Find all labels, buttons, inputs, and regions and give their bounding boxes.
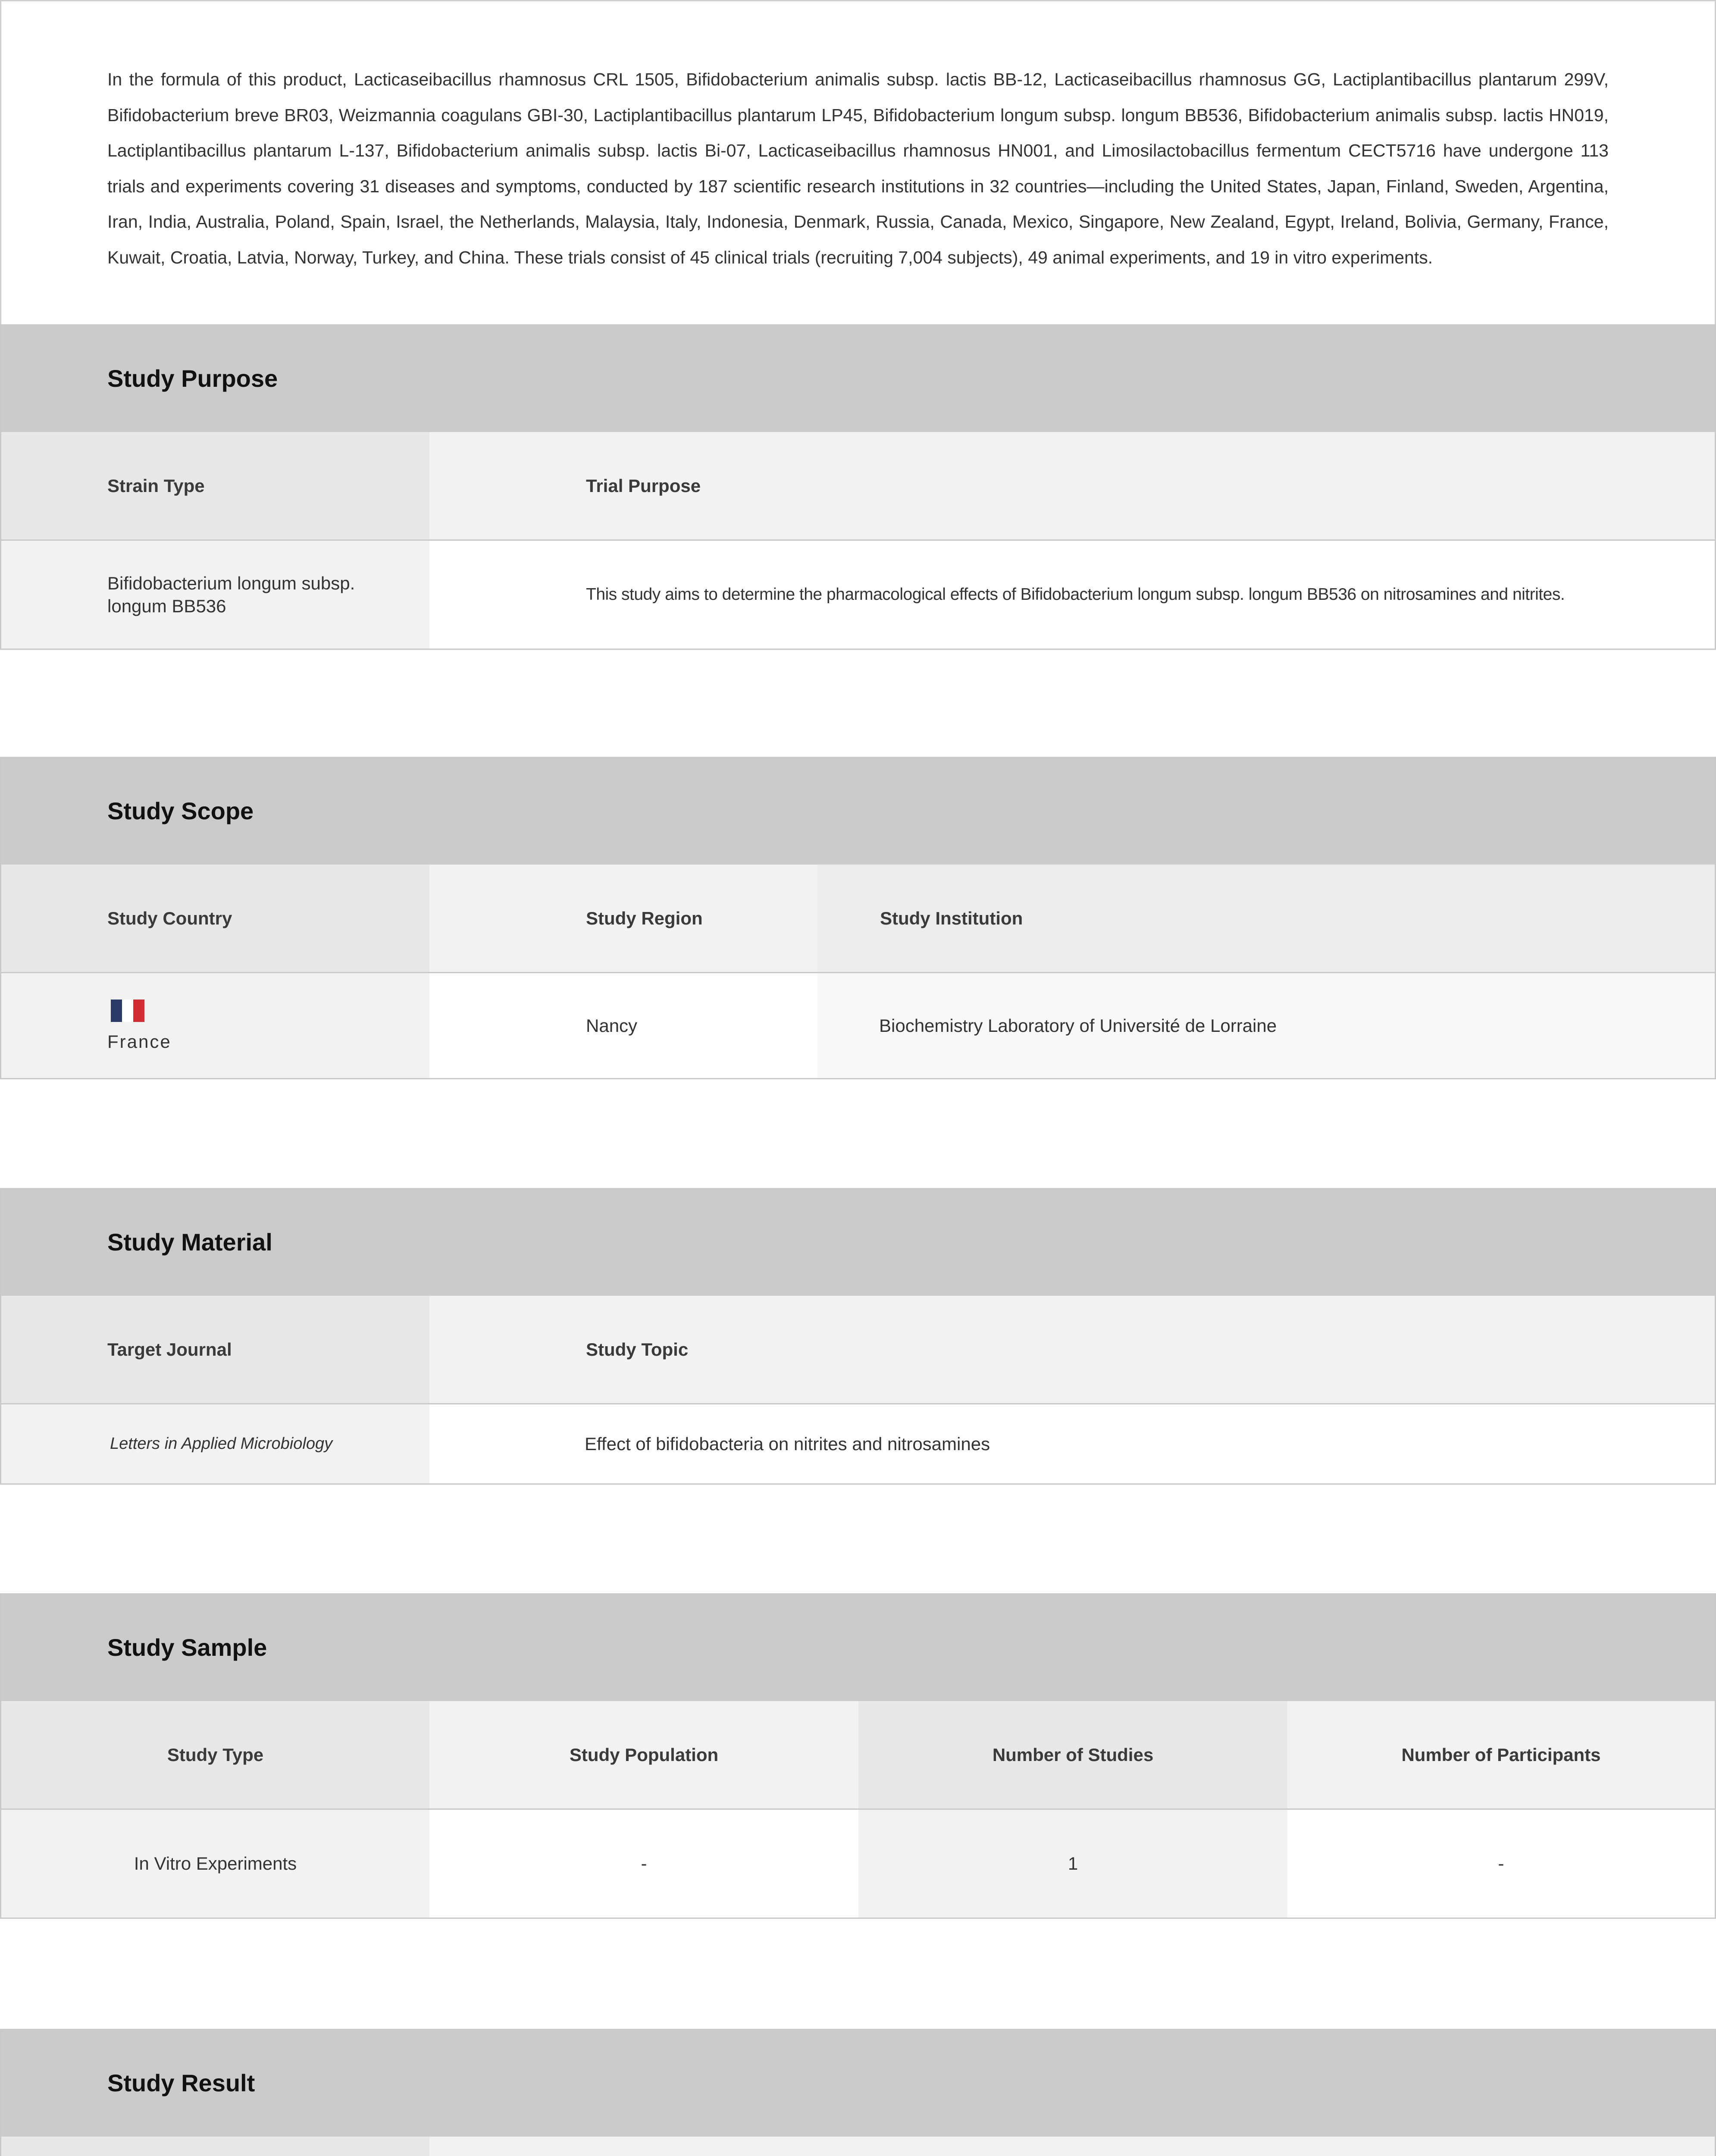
region-cell: Nancy (429, 973, 817, 1078)
strain-type-cell: Bifidobacterium longum subsp. longum BB536 (1, 541, 429, 649)
header-study-country: Study Country (1, 865, 429, 972)
table-row (1, 1404, 1715, 1483)
table-header-row (1, 2137, 1715, 2156)
number-of-studies-cell: 1 (858, 1810, 1287, 1918)
section-title: Study Purpose (107, 364, 278, 392)
france-flag-icon (111, 1000, 144, 1022)
section-title: Study Material (107, 1228, 272, 1256)
journal-cell: Letters in Applied Microbiology (1, 1404, 429, 1483)
table-row (1, 973, 1715, 1078)
header-trial-result (429, 2137, 1715, 2156)
study-type-cell: In Vitro Experiments (1, 1810, 429, 1918)
header-study-institution: Study Institution (817, 865, 1715, 972)
header-trial-purpose: Trial Purpose (429, 432, 1715, 539)
section-title: Study Result (107, 2069, 255, 2096)
table-header-row (1, 865, 1715, 973)
study-result-section (0, 2029, 1716, 2156)
header-number-of-participants: Number of Participants (1287, 1701, 1715, 1808)
section-title: Study Scope (107, 797, 254, 824)
table-row (1, 541, 1715, 649)
number-of-participants-cell: - (1287, 1810, 1715, 1918)
header-number-of-studies: Number of Studies (858, 1701, 1287, 1808)
country-cell (1, 973, 429, 1078)
header-study-topic: Study Topic (429, 1296, 1715, 1403)
section-title: Study Sample (107, 1633, 267, 1661)
header-target-journal: Target Journal (1, 1296, 429, 1403)
table-header-row (1, 1296, 1715, 1404)
study-scope-section (0, 757, 1716, 1079)
header-study-type: Study Type (1, 1701, 429, 1808)
table-header-row (1, 432, 1715, 541)
intro-box (0, 0, 1716, 326)
section-header (1, 757, 1715, 865)
country-name: France (107, 1031, 172, 1052)
section-header (1, 324, 1715, 432)
intro-text: In the formula of this product, Lacticaseibacillus rhamnosus CRL 1505, Bifidobacterium animalis subsp. lactis BB-12, Lacticaseibacillus rhamnosus GG, Lactiplantibacillus plantarum 299V, Bifidobacterium breve BR03, Weizmannia coagulans GBI-30, Lactiplantibacillus plantarum LP45, Bifidobacterium longum subsp. longum BB536, Bifidobacterium animalis subsp. lactis HN019, Lactiplantibacillus plantarum L-137, Bifidobacterium animalis subsp. lactis Bi-07, Lacticaseibacillus rhamnosus HN001, and Limosilactobacillus fermentum CECT5716 have undergone 113 trials and experiments covering 31 diseases and symptoms, conducted by 187 scientific research institutions in 32 countries—including the United States, Japan, Finland, Sweden, Argentina, Iran, India, Australia, Poland, Spain, Israel, the Netherlands, Malaysia, Italy, Indonesia, Denmark, Russia, Canada, Mexico, Singapore, New Zealand, Egypt, Ireland, Bolivia, Germany, France, Kuwait, Croatia, Latvia, Norway, Turkey, and China. These trials consist of 45 clinical trials (recruiting 7,004 subjects), 49 animal experiments, and 19 in vitro experiments. (107, 69, 1609, 267)
study-sample-section (0, 1593, 1716, 1919)
study-material-section (0, 1188, 1716, 1485)
section-header (1, 2029, 1715, 2137)
header-study-region: Study Region (429, 865, 817, 972)
trial-purpose-cell: This study aims to determine the pharmacological effects of Bifidobacterium longum subsp. longum BB536 on nitrosamines and nitrites. (429, 541, 1715, 649)
header-trial-type (1, 2137, 429, 2156)
header-strain-type: Strain Type (1, 432, 429, 539)
study-population-cell: - (429, 1810, 858, 1918)
header-study-population: Study Population (429, 1701, 858, 1808)
study-purpose-section (0, 324, 1716, 650)
topic-cell: Effect of bifidobacteria on nitrites and nitrosamines (429, 1404, 1715, 1483)
table-row (1, 1810, 1715, 1918)
section-header (1, 1593, 1715, 1701)
table-header-row (1, 1701, 1715, 1810)
institution-cell: Biochemistry Laboratory of Université de Lorraine (817, 973, 1715, 1078)
section-header (1, 1188, 1715, 1296)
